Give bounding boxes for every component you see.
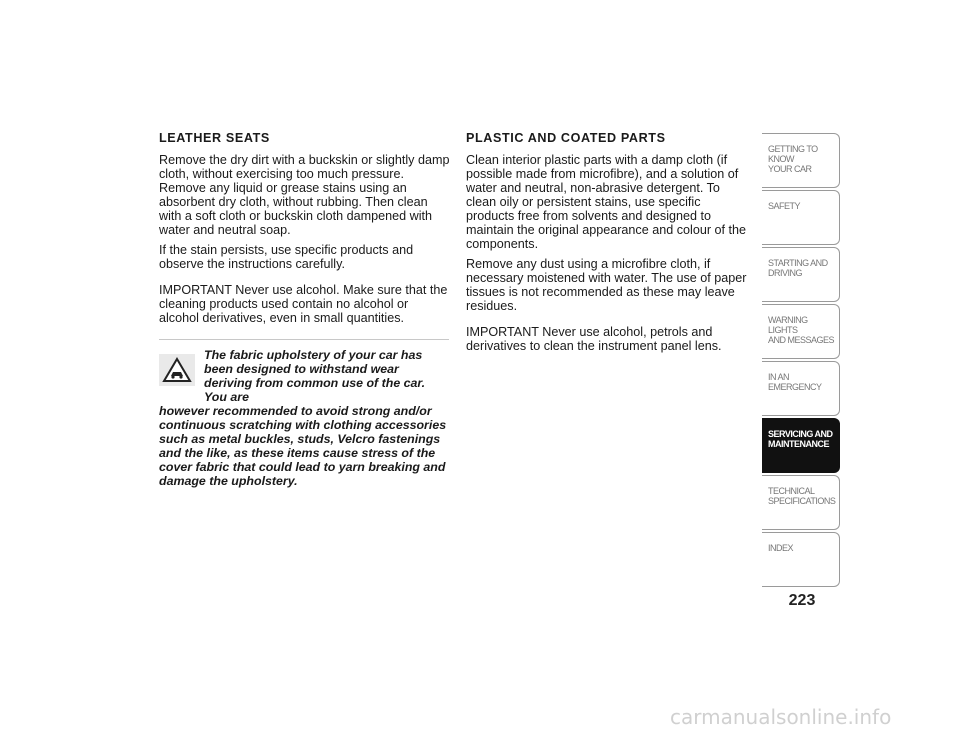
tab-label: SAFETY bbox=[768, 201, 801, 211]
tab-label: DRIVING bbox=[768, 268, 803, 278]
tab-label: AND MESSAGES bbox=[768, 335, 835, 345]
plastic-paragraph-2: Remove any dust using a microfibre cloth, if necessary moistened with water. The use of paper tissues is not recommended as these may leave residues. bbox=[466, 257, 747, 313]
tab-starting-driving[interactable] bbox=[762, 247, 840, 302]
warning-note bbox=[159, 339, 449, 488]
tab-label: MAINTENANCE bbox=[768, 439, 829, 449]
tab-label: TECHNICAL bbox=[768, 486, 815, 496]
tab-label: SPECIFICATIONS bbox=[768, 496, 836, 506]
plastic-important: IMPORTANT Never use alcohol, petrols and derivatives to clean the instrument panel lens. bbox=[466, 325, 722, 353]
tab-label: GETTING TO KNOW bbox=[768, 144, 818, 164]
leather-seats-heading: LEATHER SEATS bbox=[159, 131, 270, 145]
tab-label: STARTING AND bbox=[768, 258, 828, 268]
leather-paragraph-1: Remove the dry dirt with a buckskin or slightly damp cloth, without exercising too much pressure. Remove any liquid or grease stains using an absorbent dry cloth, without rubbing. Then clean with a soft cloth or buckskin cloth dampened with water and neutral soap. bbox=[159, 153, 450, 237]
tab-label: YOUR CAR bbox=[768, 164, 812, 174]
warning-note-rest: however recommended to avoid strong and/or continuous scratching with clothing accessories such as metal buckles, studs, Velcro fastenings and the like, as these items cause stress of the cover fabric that could lead to yarn breaking and damage the upholstery. bbox=[159, 404, 447, 488]
tab-label: WARNING LIGHTS bbox=[768, 315, 808, 335]
tab-label: IN AN EMERGENCY bbox=[768, 372, 822, 392]
left-column bbox=[159, 128, 451, 488]
tab-emergency[interactable] bbox=[762, 361, 840, 416]
tab-warning-lights[interactable] bbox=[762, 304, 840, 359]
tab-label: INDEX bbox=[768, 543, 794, 553]
tab-safety[interactable] bbox=[762, 190, 840, 245]
watermark: carmanualsonline.info bbox=[670, 705, 892, 729]
plastic-parts-heading: PLASTIC AND COATED PARTS bbox=[466, 131, 666, 145]
tab-servicing-maintenance[interactable] bbox=[762, 418, 840, 473]
tab-label: SERVICING AND bbox=[768, 429, 833, 439]
leather-paragraph-2: If the stain persists, use specific products and observe the instructions carefully. bbox=[159, 243, 414, 271]
tab-index[interactable] bbox=[762, 532, 840, 587]
section-tabs bbox=[762, 133, 842, 589]
plastic-paragraph-1: Clean interior plastic parts with a damp cloth (if possible made from microfibre), and a solution of water and neutral, non-abrasive detergent. To clean oily or persistent stains, use specific products free from solvents and designed to maintain the original appearance and colour of the components. bbox=[466, 153, 747, 251]
warning-note-first: The fabric upholstery of your car has been designed to withstand wear deriving from common use of the car. You are bbox=[204, 348, 426, 404]
leather-important: IMPORTANT Never use alcohol. Make sure that the cleaning products used contain no alcohol or alcohol derivatives, even in small quantities. bbox=[159, 283, 448, 325]
page-number: 223 bbox=[788, 592, 816, 609]
car-warning-icon bbox=[159, 354, 195, 386]
tab-technical-specs[interactable] bbox=[762, 475, 840, 530]
right-column bbox=[466, 128, 750, 359]
tab-getting-to-know[interactable] bbox=[762, 133, 840, 188]
